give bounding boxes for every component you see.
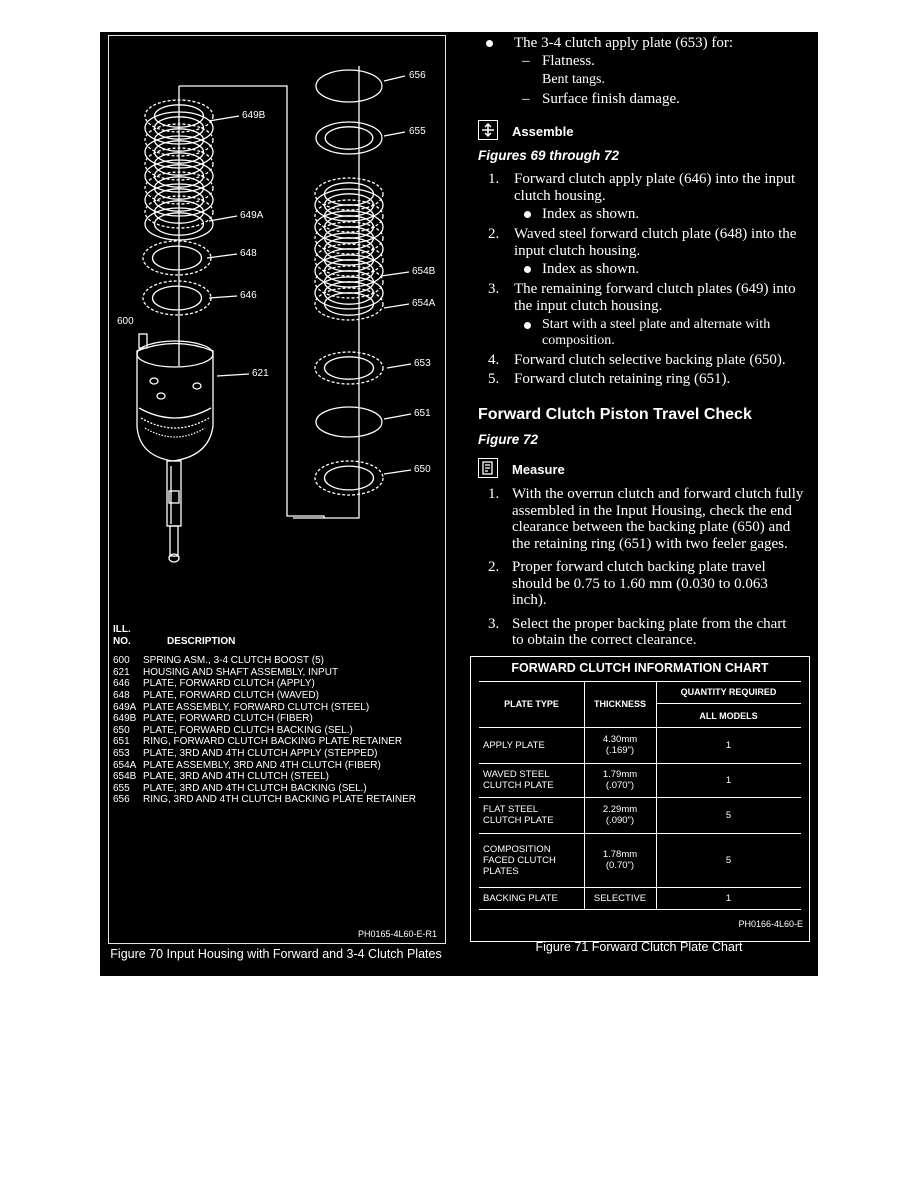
- legend-row: [113, 748, 443, 760]
- header-all-models: ALL MODELS: [699, 711, 758, 721]
- inspect-item-2: Bent tangs.: [542, 72, 605, 87]
- rule: [584, 681, 585, 909]
- callout-621: 621: [252, 368, 269, 379]
- travel-step-line: the retaining ring (651) with two feeler gages.: [512, 535, 788, 552]
- rule: [479, 833, 801, 834]
- assemble-step-1-line-2: clutch housing.: [514, 188, 606, 204]
- travel-step-line: assembled in the Input Housing, check the end: [512, 502, 792, 519]
- legend-description: PLATE, FORWARD CLUTCH BACKING (SEL.): [143, 724, 353, 736]
- assemble-step-1-sub: Index as shown.: [542, 206, 640, 222]
- assemble-step-3-sub-1: Start with a steel plate and alternate with: [542, 317, 771, 332]
- legend-number: 649A: [113, 701, 137, 713]
- backing-plate-650: [315, 461, 383, 495]
- cell-quantity: 1: [725, 892, 732, 904]
- cell-thickness: 2.29mm (.090"): [602, 804, 638, 826]
- travel-step-line: Select the proper backing plate from the chart: [512, 615, 787, 632]
- legend-row: [113, 678, 443, 690]
- cell-plate-type: COMPOSITION FACED CLUTCH PLATES: [483, 843, 556, 877]
- step-number: 4.: [488, 352, 500, 368]
- inspect-item-3: Surface finish damage.: [542, 91, 680, 107]
- legend-number: 649B: [113, 713, 137, 725]
- assemble-step-2-sub: Index as shown.: [542, 261, 640, 277]
- assemble-step-1-line-1: Forward clutch apply plate (646) into the input: [514, 171, 796, 187]
- assemble-step-2-line-2: input clutch housing.: [514, 243, 641, 259]
- legend-row: [113, 760, 443, 772]
- rule: [479, 797, 801, 798]
- bullet-icon: [524, 211, 531, 218]
- legend-description: PLATE, 3RD AND 4TH CLUTCH BACKING (SEL.): [143, 782, 367, 794]
- header-thickness: THICKNESS: [593, 699, 646, 709]
- legend-description: RING, FORWARD CLUTCH BACKING PLATE RETAINER: [143, 736, 403, 748]
- legend-row: [113, 667, 443, 679]
- header-plate-type: PLATE TYPE: [504, 699, 559, 709]
- legend-description: PLATE ASSEMBLY, 3RD AND 4TH CLUTCH (FIBER): [143, 759, 381, 771]
- legend-number: 648: [113, 689, 130, 701]
- travel-step-line: should be 0.75 to 1.60 mm (0.030 to 0.063: [512, 575, 768, 592]
- assemble-step-5: Forward clutch retaining ring (651).: [514, 371, 731, 387]
- cell-thickness: 1.78mm (0.70"): [602, 849, 638, 871]
- callout-600: 600: [117, 316, 134, 327]
- chart-code: PH0166-4L60-E: [738, 919, 803, 929]
- callout-651: 651: [414, 408, 431, 419]
- callout-649a: 649A: [240, 210, 264, 221]
- legend-row: [113, 725, 443, 737]
- legend-description: SPRING ASM., 3-4 CLUTCH BOOST (5): [143, 655, 324, 667]
- step-number: 1.: [488, 486, 500, 502]
- manual-page: [100, 32, 818, 976]
- figure-70-code: PH0165-4L60-E-R1: [357, 929, 437, 939]
- assemble-step-3-line-1: The remaining forward clutch plates (649) into: [514, 281, 796, 297]
- exploded-view-drawing: [109, 36, 445, 626]
- figure-70-caption: Figure 70 Input Housing with Forward and 3-4 Clutch Plates: [110, 947, 442, 961]
- callout-656: 656: [409, 70, 426, 81]
- legend-row: [113, 655, 443, 667]
- legend-number: 656: [113, 794, 130, 806]
- dash-icon: –: [522, 91, 530, 107]
- assemble-figures: Figures 69 through 72: [478, 148, 620, 163]
- legend-description: RING, 3RD AND 4TH CLUTCH BACKING PLATE RETAINER: [143, 794, 417, 806]
- cell-thickness: SELECTIVE: [593, 892, 647, 904]
- cell-thickness: 1.79mm (.070"): [602, 769, 638, 791]
- legend-number: 651: [113, 736, 130, 748]
- assemble-step-4: Forward clutch selective backing plate (650).: [514, 352, 786, 368]
- bullet-icon: [524, 266, 531, 273]
- legend-header-desc: DESCRIPTION: [167, 635, 236, 647]
- callout-646: 646: [240, 290, 257, 301]
- legend-row: [113, 794, 443, 806]
- legend-number: 600: [113, 655, 130, 667]
- rule: [656, 703, 801, 704]
- cell-quantity: 1: [725, 774, 732, 786]
- input-housing-shape: [137, 334, 213, 562]
- rule: [479, 681, 801, 682]
- travel-check-heading: Forward Clutch Piston Travel Check: [478, 406, 752, 423]
- measure-title: Measure: [512, 462, 565, 477]
- callout-648: 648: [240, 248, 257, 259]
- step-number: 2.: [488, 559, 500, 575]
- cell-thickness: 4.30mm (.169"): [602, 734, 638, 756]
- rule: [479, 909, 801, 910]
- legend-row: [113, 771, 443, 783]
- measure-icon: [478, 458, 498, 478]
- callout-649b: 649B: [242, 110, 266, 121]
- rule: [479, 727, 801, 728]
- cell-plate-type: APPLY PLATE: [483, 739, 545, 751]
- assemble-title: Assemble: [512, 124, 574, 139]
- travel-check-figure: Figure 72: [478, 432, 539, 447]
- ring-651: [316, 407, 382, 437]
- legend-number: 655: [113, 782, 130, 794]
- waved-plate-648: [143, 241, 211, 275]
- legend-header-no: NO.: [113, 635, 131, 647]
- assemble-icon: [478, 120, 498, 140]
- cell-plate-type: WAVED STEEL CLUTCH PLATE: [483, 769, 554, 791]
- legend-row: [113, 783, 443, 795]
- cell-plate-type: FLAT STEEL CLUTCH PLATE: [483, 804, 554, 826]
- legend-row: [113, 713, 443, 725]
- cell-plate-type: BACKING PLATE: [483, 892, 558, 904]
- cell-quantity: 5: [725, 809, 732, 821]
- legend-rows: [113, 655, 443, 806]
- guide-line-right: [293, 66, 359, 518]
- legend-number: 621: [113, 666, 130, 678]
- legend-description: PLATE ASSEMBLY, FORWARD CLUTCH (STEEL): [143, 701, 370, 713]
- figure-70-exploded-view: [108, 35, 446, 944]
- apply-plate-646: [143, 281, 211, 315]
- legend-number: 653: [113, 747, 130, 759]
- figure-71-caption: Figure 71 Forward Clutch Plate Chart: [535, 940, 743, 954]
- legend-number: 650: [113, 724, 130, 736]
- step-number: 2.: [488, 226, 500, 242]
- backing-plate-655: [316, 122, 382, 154]
- step-number: 1.: [488, 171, 500, 187]
- callout-653: 653: [414, 358, 431, 369]
- step-number: 3.: [488, 281, 500, 297]
- legend-row: [113, 690, 443, 702]
- step-number: 3.: [488, 615, 500, 632]
- legend-number: 654A: [113, 759, 137, 771]
- apply-plate-653: [315, 352, 383, 384]
- legend-description: PLATE, FORWARD CLUTCH (WAVED): [143, 689, 319, 701]
- assemble-step-3-sub-2: composition.: [542, 333, 615, 348]
- parts-legend: [113, 624, 443, 806]
- legend-description: HOUSING AND SHAFT ASSEMBLY, INPUT: [143, 666, 339, 678]
- ring-656: [316, 70, 382, 102]
- legend-header: [113, 636, 443, 648]
- legend-row: [113, 702, 443, 714]
- assemble-step-2-line-1: Waved steel forward clutch plate (648) into the: [514, 226, 797, 242]
- rule: [479, 887, 801, 888]
- forward-clutch-chart: [470, 656, 810, 942]
- callout-655: 655: [409, 126, 426, 137]
- bullet-icon: [486, 40, 493, 47]
- inspect-item-1: Flatness.: [542, 53, 595, 69]
- callout-654b: 654B: [412, 266, 436, 277]
- travel-step-line: to obtain the correct clearance.: [512, 632, 697, 648]
- cell-quantity: 1: [725, 739, 732, 751]
- travel-step-line: inch).: [512, 592, 547, 608]
- legend-number: 654B: [113, 771, 137, 783]
- legend-row: [113, 736, 443, 748]
- legend-number: 646: [113, 678, 130, 690]
- legend-description: PLATE, 3RD AND 4TH CLUTCH APPLY (STEPPED): [143, 747, 378, 759]
- chart-title: FORWARD CLUTCH INFORMATION CHART: [511, 661, 769, 675]
- legend-header-ill: ILL.: [113, 624, 131, 635]
- legend-description: PLATE, FORWARD CLUTCH (APPLY): [143, 678, 315, 690]
- assemble-step-3-line-2: the input clutch housing.: [514, 298, 663, 314]
- callout-650: 650: [414, 464, 431, 475]
- header-quantity: QUANTITY REQUIRED: [680, 687, 777, 697]
- rule: [479, 763, 801, 764]
- inspect-bullet: The 3-4 clutch apply plate (653) for:: [514, 35, 734, 51]
- travel-step-line: With the overrun clutch and forward clutch fully: [512, 486, 804, 502]
- cell-quantity: 5: [725, 854, 732, 866]
- travel-step-line: clearance between the backing plate (650) and: [512, 519, 791, 535]
- dash-icon: –: [522, 53, 530, 69]
- callout-654a: 654A: [412, 298, 436, 309]
- travel-step-line: Proper forward clutch backing plate travel: [512, 559, 766, 575]
- legend-description: PLATE, FORWARD CLUTCH (FIBER): [143, 713, 313, 725]
- legend-description: PLATE, 3RD AND 4TH CLUTCH (STEEL): [143, 771, 329, 783]
- bullet-icon: [524, 322, 531, 329]
- step-number: 5.: [488, 371, 500, 387]
